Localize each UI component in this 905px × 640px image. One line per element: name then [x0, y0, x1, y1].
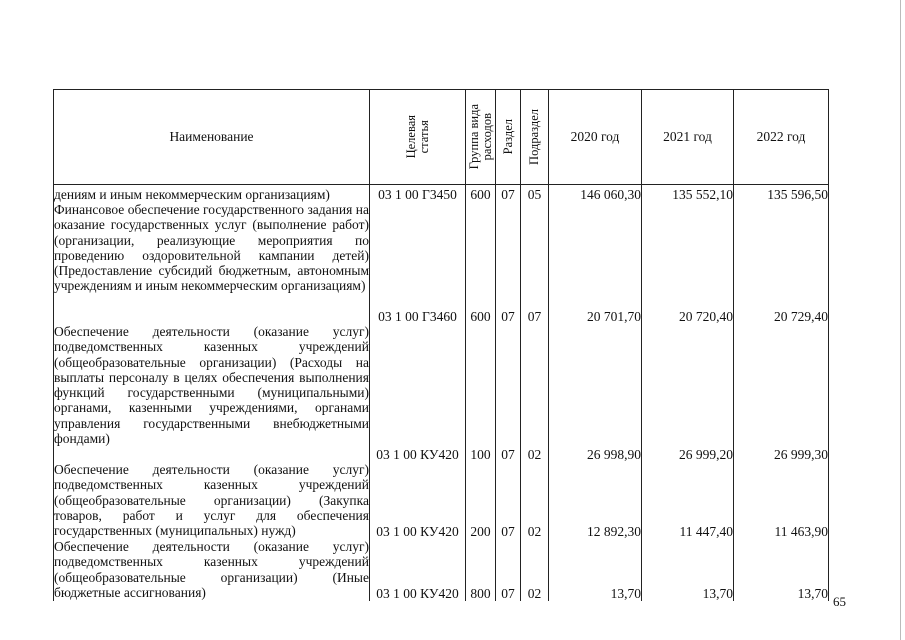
- header-row: [54, 90, 829, 185]
- table-row: [54, 539, 829, 601]
- row-group: 600: [466, 185, 496, 203]
- row-name: Обеспечение деятельности (оказание услуг) подведомственных казенных учреждений (общеобразовательные организации) (Иные бюджетные ассигнования): [54, 539, 369, 600]
- row-name: Обеспечение деятельности (оказание услуг) подведомственных казенных учреждений (общеобразовательные организации) (Закупка товаров, работ и услуг для обеспечения государственных (муниципальных) нужд): [54, 462, 369, 539]
- row-code: 03 1 00 Г3450: [370, 185, 466, 203]
- row-code: 03 1 00 Г3460: [370, 202, 466, 324]
- row-section: 07: [496, 462, 521, 539]
- row-value-2021: 13,70: [642, 539, 734, 601]
- row-section: 07: [496, 185, 521, 203]
- header-2021: 2021 год: [642, 90, 734, 185]
- row-code: 03 1 00 КУ420: [370, 539, 466, 601]
- row-subsection: 02: [521, 539, 549, 601]
- row-section: 07: [496, 202, 521, 324]
- row-value-2020: 146 060,30: [549, 185, 642, 203]
- table-body: [54, 185, 829, 602]
- row-value-2022: 26 999,30: [734, 324, 829, 462]
- header-subsection: [521, 90, 549, 185]
- row-value-2020: 13,70: [549, 539, 642, 601]
- row-value-2021: 26 999,20: [642, 324, 734, 462]
- header-group-label: Группа вида расходов: [466, 104, 494, 170]
- row-value-2020: 26 998,90: [549, 324, 642, 462]
- row-group: 100: [466, 324, 496, 462]
- row-value-2022: 11 463,90: [734, 462, 829, 539]
- row-value-2022: 13,70: [734, 539, 829, 601]
- row-code: 03 1 00 КУ420: [370, 462, 466, 539]
- row-value-2022: 20 729,40: [734, 202, 829, 324]
- row-group: 200: [466, 462, 496, 539]
- row-subsection: 07: [521, 202, 549, 324]
- row-subsection: 05: [521, 185, 549, 203]
- table-row: [54, 202, 829, 324]
- header-code-label: Целевая статья: [403, 115, 431, 159]
- table-row: [54, 324, 829, 462]
- row-value-2020: 20 701,70: [549, 202, 642, 324]
- row-value-2020: 12 892,30: [549, 462, 642, 539]
- row-name: Обеспечение деятельности (оказание услуг) подведомственных казенных учреждений (общеобразовательные организации) (Расходы на выплаты персоналу в целях обеспечения выполнения функций государственными (муниципальными) органами, казенными учреждениями, органами управления государственными внебюджетными фондами): [54, 324, 370, 462]
- row-name: Финансовое обеспечение государственного задания на оказание государственных услуг (выполнение работ) (организации, реализующие мероприятия по проведению оздоровительной кампании детей) (Предоставление субсидий бюджетным, автономным учреждениям и иным некоммерческим организациям): [54, 202, 370, 324]
- table-row: [54, 462, 829, 539]
- header-code: [370, 90, 466, 185]
- row-section: 07: [496, 324, 521, 462]
- row-value-2021: 11 447,40: [642, 462, 734, 539]
- row-value-2022: 135 596,50: [734, 185, 829, 203]
- header-name: Наименование: [54, 90, 370, 185]
- header-2020: 2020 год: [549, 90, 642, 185]
- header-2022: 2022 год: [734, 90, 829, 185]
- row-section: 07: [496, 539, 521, 601]
- row-value-2021: 135 552,10: [642, 185, 734, 203]
- row-subsection: 02: [521, 324, 549, 462]
- page-number: 65: [833, 594, 846, 609]
- budget-table: [53, 89, 829, 601]
- row-code: 03 1 00 КУ420: [370, 324, 466, 462]
- row-group: 600: [466, 202, 496, 324]
- header-group: [466, 90, 496, 185]
- table-row: [54, 185, 829, 203]
- header-section-label: Раздел: [500, 119, 515, 155]
- scan-edge-divider: [900, 0, 901, 640]
- header-subsection-label: Подраздел: [527, 109, 541, 165]
- row-value-2021: 20 720,40: [642, 202, 734, 324]
- row-name: дениям и иным некоммерческим организациям): [54, 185, 370, 203]
- row-subsection: 02: [521, 462, 549, 539]
- row-group: 800: [466, 539, 496, 601]
- header-section: [496, 90, 521, 185]
